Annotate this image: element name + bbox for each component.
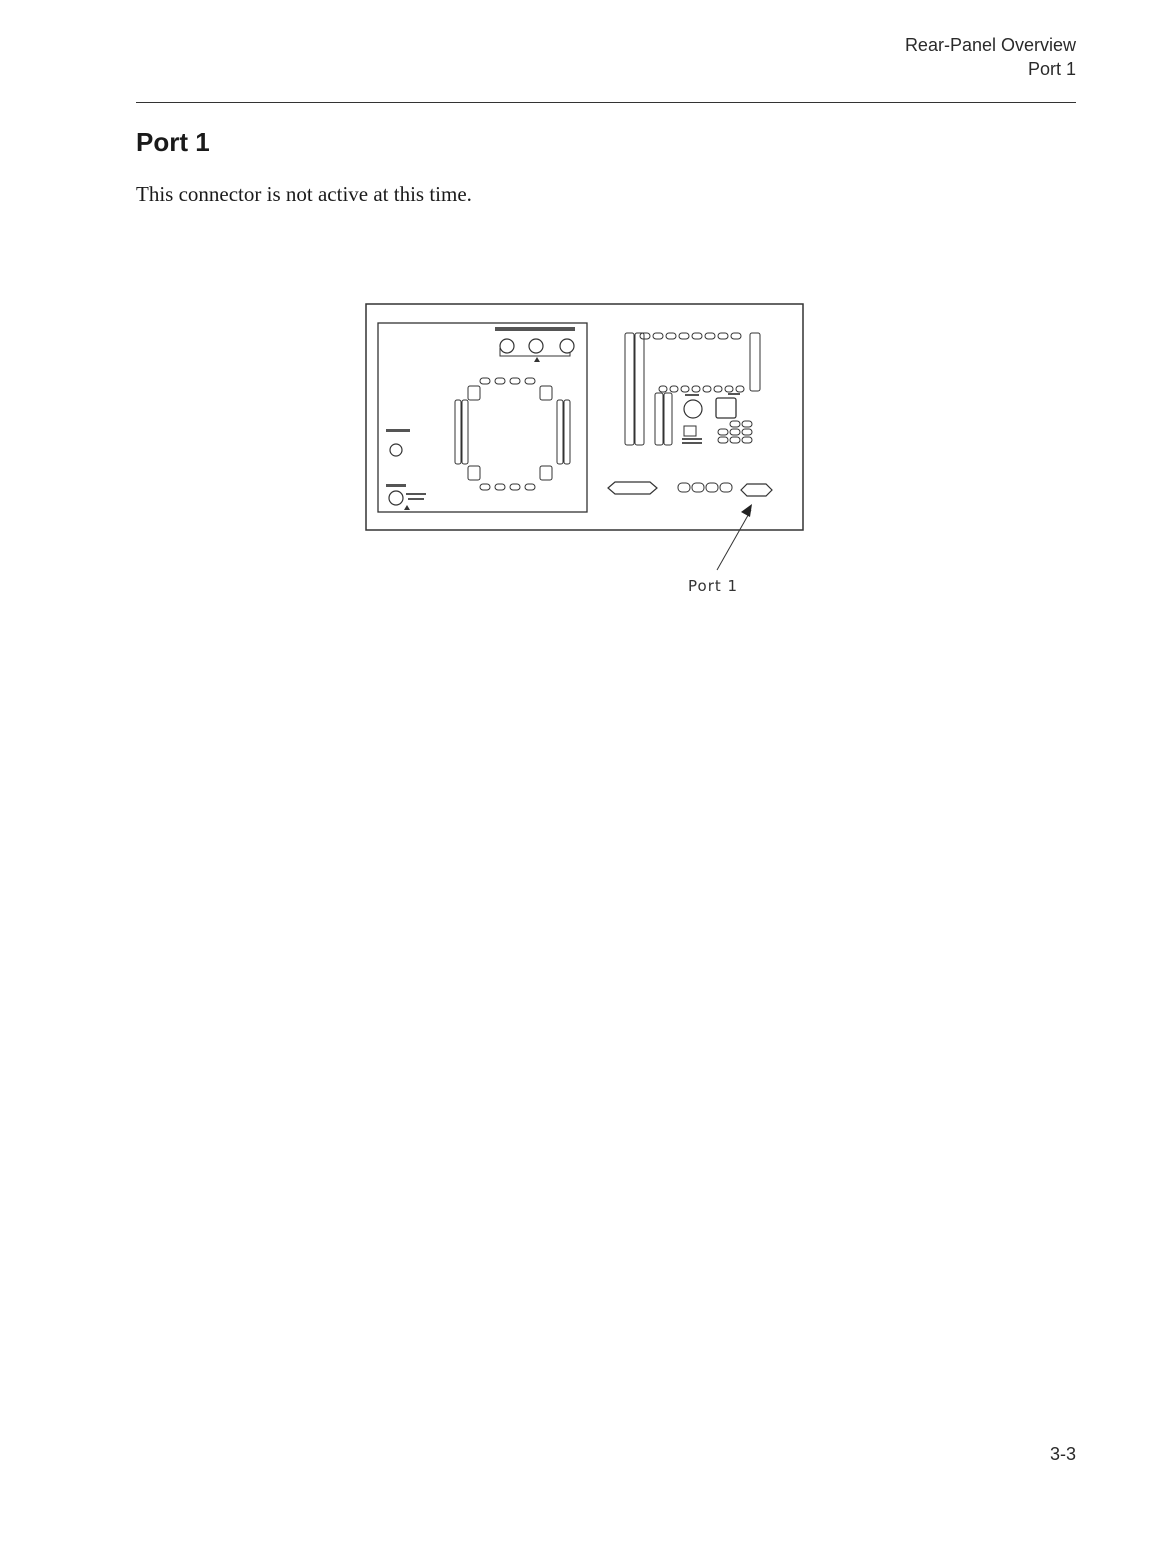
bnc-connector-1 (500, 339, 514, 353)
header-chapter-title: Rear-Panel Overview (904, 35, 1076, 55)
ext-ref-bnc-connector (389, 491, 403, 505)
port-1-connector (741, 484, 772, 496)
header-section-title: Port 1 (1027, 59, 1076, 79)
side-connector-label-strip (386, 429, 410, 432)
line-label-strip (728, 393, 740, 395)
ref-label-strip-2 (408, 498, 424, 500)
bnc-connector-3 (560, 339, 574, 353)
rear-panel-diagram (360, 298, 810, 598)
side-bnc-connector (390, 444, 402, 456)
selector-label-strip-1 (682, 438, 702, 440)
fuse-label-strip (685, 394, 699, 396)
body-paragraph: This connector is not active at this time. (136, 182, 472, 206)
bnc-connector-2 (529, 339, 543, 353)
lower-connector-label-strip (386, 484, 406, 487)
running-header (905, 33, 1076, 81)
port-1-callout-label: Port 1 (688, 577, 739, 595)
rear-panel-figure (360, 298, 810, 598)
ref-label-strip-1 (406, 493, 426, 495)
section-title: Port 1 (136, 127, 210, 157)
dsub-connector-large (608, 482, 657, 494)
page-number: 3-3 (1049, 1444, 1076, 1464)
header-rule (136, 102, 1076, 103)
line-voltage-selector (684, 426, 696, 436)
selector-label-strip-2 (682, 442, 702, 444)
line-power-connector (716, 398, 736, 418)
fuse-holder (684, 400, 702, 418)
top-connector-label-strip (495, 327, 575, 331)
